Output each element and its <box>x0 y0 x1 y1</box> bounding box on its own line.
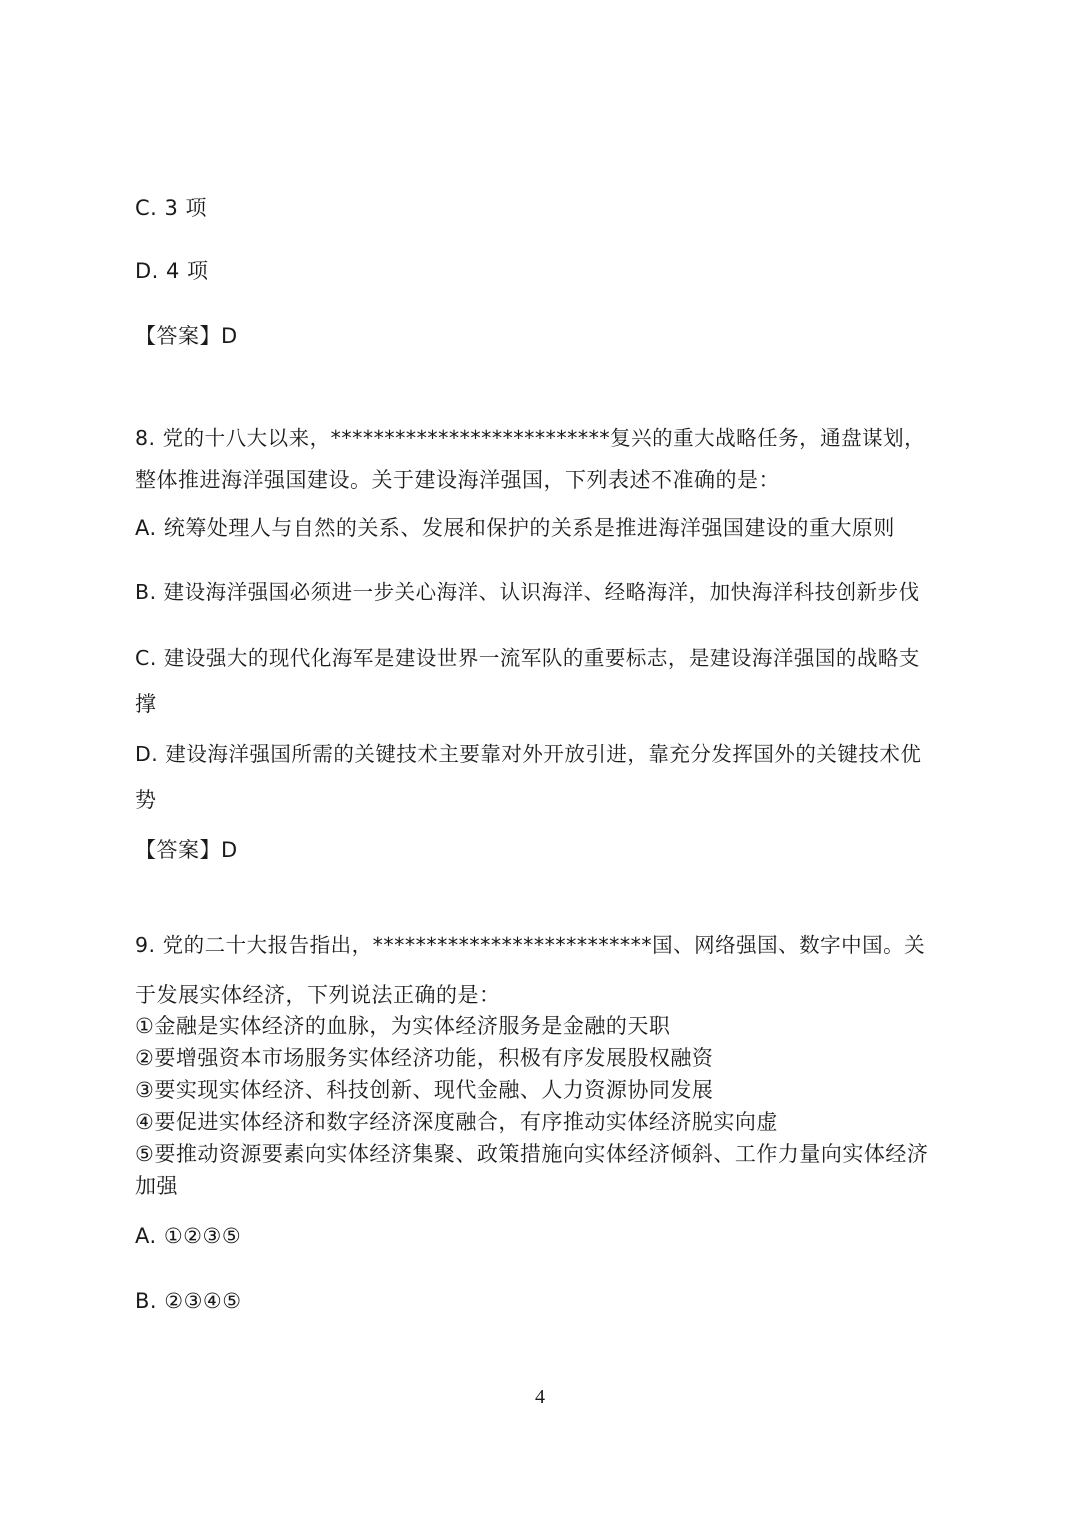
q8-option-b: B. 建设海洋强国必须进一步关心海洋、认识海洋、经略海洋，加快海洋科技创新步伐 <box>135 580 920 604</box>
page-number: 4 <box>535 1386 545 1408</box>
q9-stem-line-2: 于发展实体经济，下列说法正确的是： <box>135 983 501 1007</box>
q9-option-a: A. ①②③⑤ <box>135 1224 242 1248</box>
q8-stem-line-2: 整体推进海洋强国建设。关于建设海洋强国，下列表述不准确的是： <box>135 468 780 492</box>
q9-stem-line-1: 9. 党的二十大报告指出，**************************国、网络强国、数字中国。关 <box>135 933 926 957</box>
q8-answer: 【答案】D <box>135 838 238 862</box>
q9-statement-4: ④要促进实体经济和数字经济深度融合，有序推动实体经济脱实向虚 <box>135 1110 778 1134</box>
q9-option-b: B. ②③④⑤ <box>135 1289 242 1313</box>
q7-option-c: C. 3 项 <box>135 196 208 220</box>
q8-option-d-line-2: 势 <box>135 788 157 812</box>
q8-option-d-line-1: D. 建设海洋强国所需的关键技术主要靠对外开放引进，靠充分发挥国外的关键技术优 <box>135 742 922 766</box>
q9-statement-3: ③要实现实体经济、科技创新、现代金融、人力资源协同发展 <box>135 1078 714 1102</box>
q8-stem-line-1: 8. 党的十八大以来，**************************复兴的重大战略任务，通盘谋划， <box>135 426 926 450</box>
q8-option-c-line-2: 撑 <box>135 692 157 716</box>
q9-statement-5: ⑤要推动资源要素向实体经济集聚、政策措施向实体经济倾斜、工作力量向实体经济 <box>135 1142 929 1166</box>
q7-answer: 【答案】D <box>135 324 238 348</box>
q9-statement-2: ②要增强资本市场服务实体经济功能，积极有序发展股权融资 <box>135 1046 714 1070</box>
q9-statement-1: ①金融是实体经济的血脉，为实体经济服务是金融的天职 <box>135 1014 671 1038</box>
q8-option-a: A. 统筹处理人与自然的关系、发展和保护的关系是推进海洋强国建设的重大原则 <box>135 516 895 540</box>
q7-option-d: D. 4 项 <box>135 259 209 283</box>
q9-statement-5-cont: 加强 <box>135 1174 178 1198</box>
q8-option-c-line-1: C. 建设强大的现代化海军是建设世界一流军队的重要标志，是建设海洋强国的战略支 <box>135 646 920 670</box>
